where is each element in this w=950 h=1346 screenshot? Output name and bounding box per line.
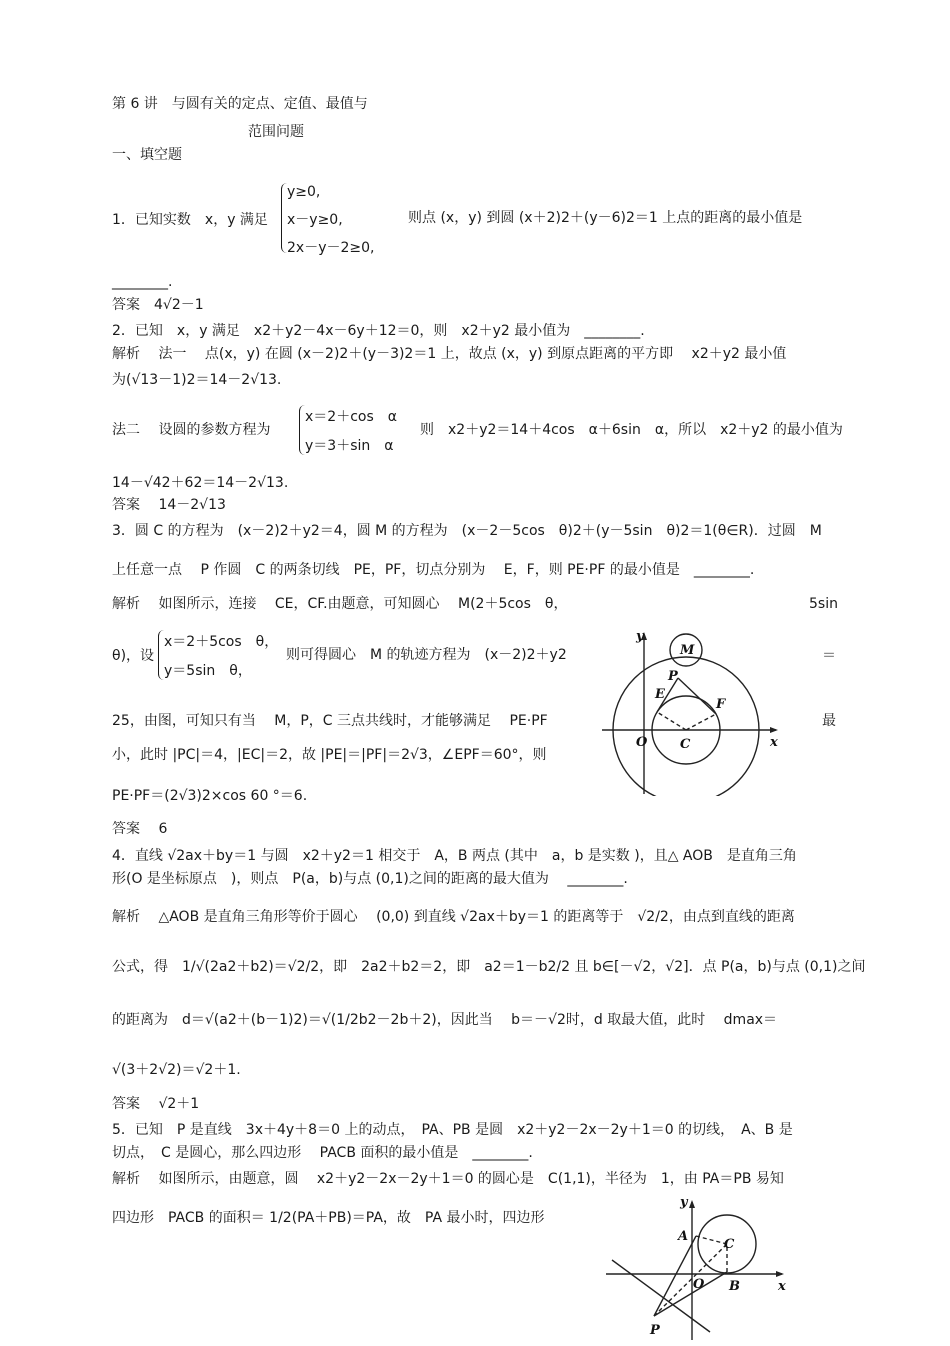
- q4-solution-2: 公式，得 1/√(2a2＋b2)＝√2/2，即 2a2＋b2＝2，即 a2＝1－b2/2 且 b∈[－√2，√2]．点 P(a，b)与点 (0,1)之间: [112, 959, 866, 975]
- q2-solution-1b: 为(√13－1)2＝14－2√13.: [112, 372, 282, 388]
- q1-lead: 1．已知实数 x，y 满足: [112, 212, 268, 228]
- q5-label-y: y: [680, 1195, 688, 1210]
- q2-solution-2b: 14－√42＋62＝14－2√13.: [112, 475, 289, 491]
- q3-stem-2: 上任意一点 P 作圆 C 的两条切线 PE，PF，切点分别为 E，F，则 PE·PF 的最小值是 ________.: [112, 562, 755, 578]
- q3-figure: [598, 626, 788, 796]
- q3-solution-2-rest: 则可得圆心 M 的轨迹方程为 (x－2)2＋y2: [286, 647, 567, 663]
- q5-label-a: A: [678, 1229, 689, 1244]
- q1-cond-3: 2x－y－2≥0,: [287, 240, 375, 256]
- q5-label-o: O: [693, 1277, 705, 1292]
- q3-label-p: P: [668, 669, 678, 684]
- q5-line-l: [612, 1260, 710, 1332]
- q5-stem-1: 5．已知 P 是直线 3x＋4y＋8＝0 上的动点， PA、PB 是圆 x2＋y2－2x－2y＋1＝0 的切线， A、B 是: [112, 1122, 793, 1138]
- q4-solution-1: 解析 △AOB 是直角三角形等价于圆心 (0,0) 到直线 √2ax＋by＝1 的距离等于 √2/2，由点到直线的距离: [112, 909, 795, 925]
- q3-label-x: x: [770, 735, 778, 750]
- q3-solution-3-end: 最: [822, 713, 836, 729]
- q3-solution-2-end: ＝: [822, 648, 836, 664]
- q2-param-x: x＝2＋cos α: [305, 409, 397, 425]
- q5-label-c: C: [724, 1237, 735, 1252]
- q3-solution-4: 小，此时 |PC|＝4，|EC|＝2，故 |PE|＝|PF|＝2√3，∠EPF＝60°，则: [112, 747, 547, 763]
- q3-param-y: y＝5sin θ，: [164, 663, 252, 679]
- q3-label-m: M: [680, 643, 695, 658]
- q5-stem-2: 切点， C 是圆心，那么四边形 PACB 面积的最小值是 ________.: [112, 1145, 533, 1161]
- q3-label-o: O: [636, 735, 648, 750]
- q3-solution-3: 25，由图，可知只有当 M，P，C 三点共线时，才能够满足 PE·PF: [112, 713, 548, 729]
- q3-locus-circle: [613, 657, 759, 796]
- q3-solution-1-end: 5sin: [809, 596, 838, 612]
- q5-segment-ac: [696, 1236, 727, 1244]
- q5-y-arrow-icon: [689, 1200, 695, 1208]
- q3-label-f: F: [716, 697, 726, 712]
- lecture-title: 第 6 讲 与圆有关的定点、定值、最值与: [112, 96, 368, 112]
- q5-solution-1: 解析 如图所示，由题意，圆 x2＋y2－2x－2y＋1＝0 的圆心是 C(1,1)，半径为 1，由 PA＝PB 易知: [112, 1171, 784, 1187]
- q5-label-p: P: [650, 1323, 660, 1338]
- q2-solution-2-rest: 则 x2＋y2＝14＋4cos α＋6sin α，所以 x2＋y2 的最小值为: [420, 422, 843, 438]
- q1-cond-1: y≥0,: [287, 184, 321, 200]
- q3-label-c: C: [680, 737, 691, 752]
- q1-cond-2: x－y≥0,: [287, 212, 343, 228]
- q2-stem: 2．已知 x，y 满足 x2＋y2－4x－6y＋12＝0，则 x2＋y2 最小值为 ________.: [112, 323, 645, 339]
- q5-label-x: x: [778, 1279, 786, 1294]
- q1-answer: 答案 4√2－1: [112, 297, 204, 313]
- q4-answer: 答案 √2＋1: [112, 1096, 200, 1112]
- q5-label-b: B: [729, 1279, 740, 1294]
- q2-solution-2-lead: 法二 设圆的参数方程为: [112, 422, 271, 438]
- q3-param-x: x＝2＋5cos θ，: [164, 634, 279, 650]
- q4-stem-2: 形(O 是坐标原点 )，则点 P(a，b)与点 (0,1)之间的距离的最大值为 ________.: [112, 871, 628, 887]
- q3-x-arrow-icon: [770, 727, 778, 733]
- q5-x-arrow-icon: [776, 1271, 784, 1277]
- q2-param-y: y＝3＋sin α: [305, 438, 394, 454]
- q4-stem-1: 4．直线 √2ax＋by＝1 与圆 x2＋y2＝1 相交于 A，B 两点 (其中 a，b 是实数 )，且△ AOB 是直角三角: [112, 848, 797, 864]
- q3-solution-5: PE·PF＝(2√3)2×cos 60 °＝6.: [112, 788, 308, 804]
- q5-segment-pc: [654, 1244, 727, 1316]
- q3-answer: 答案 6: [112, 821, 168, 837]
- q2-solution-1: 解析 法一 点(x，y) 在圆 (x－2)2＋(y－3)2＝1 上，故点 (x，y) 到原点距离的平方即 x2＋y2 最小值: [112, 346, 787, 362]
- q4-solution-4: √(3＋2√2)＝√2＋1.: [112, 1062, 241, 1078]
- q3-solution-2-lead: θ)，设: [112, 648, 155, 664]
- q3-label-y: y: [636, 629, 644, 644]
- q3-label-e: E: [655, 687, 665, 702]
- q3-solution-1: 解析 如图所示，连接 CE，CF.由题意，可知圆心 M(2＋5cos θ，: [112, 596, 568, 612]
- q1-blank: ________.: [112, 274, 173, 290]
- q3-segment-ce: [657, 712, 686, 730]
- q3-stem-1: 3．圆 C 的方程为 (x－2)2＋y2＝4，圆 M 的方程为 (x－2－5cos θ)2＋(y－5sin θ)2＝1(θ∈R)．过圆 M: [112, 523, 822, 539]
- q5-figure: [602, 1192, 798, 1342]
- q4-solution-3: 的距离为 d＝√(a2＋(b－1)2)＝√(1/2b2－2b＋2)，因此当 b＝－√2时，d 取最大值，此时 dmax＝: [112, 1012, 778, 1028]
- q1-rest: 则点 (x，y) 到圆 (x＋2)2＋(y－6)2＝1 上点的距离的最小值是: [408, 210, 803, 226]
- q2-answer: 答案 14－2√13: [112, 497, 226, 513]
- lecture-subtitle: 范围问题: [248, 124, 304, 140]
- q3-segment-cf: [686, 714, 716, 730]
- section-heading: 一、填空题: [112, 147, 182, 163]
- q5-solution-2: 四边形 PACB 的面积＝ 1/2(PA＋PB)＝PA，故 PA 最小时，四边形: [112, 1210, 545, 1226]
